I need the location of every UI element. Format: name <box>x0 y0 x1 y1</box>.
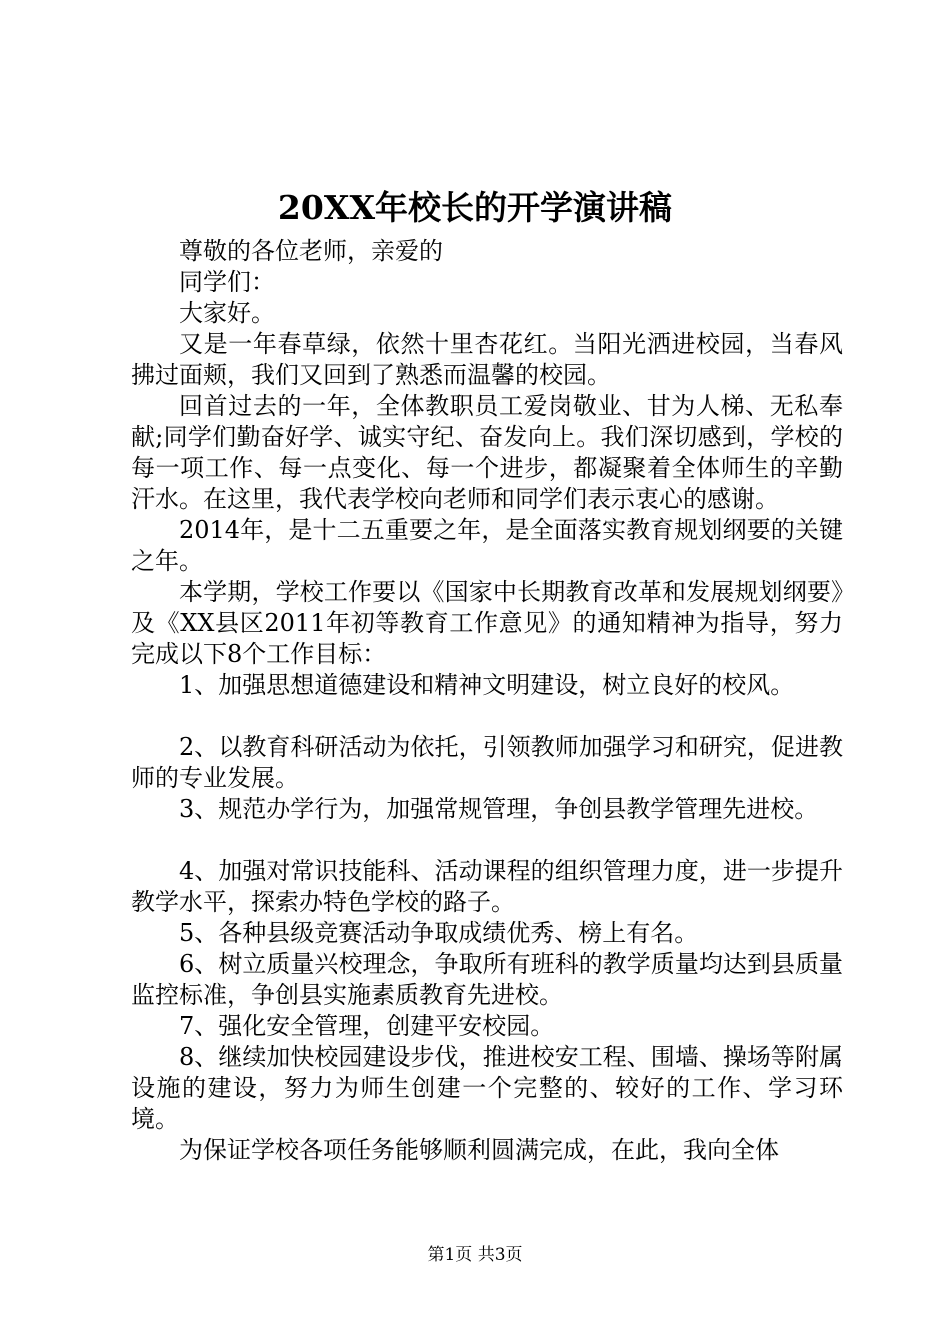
goal-item-2: 2、以教育科研活动为依托，引领教师加强学习和研究，促进教师的专业发展。 <box>131 733 843 792</box>
paragraph-greeting: 大家好。 <box>179 299 275 327</box>
goal-item-3: 3、规范办学行为，加强常规管理，争创县教学管理先进校。 <box>179 795 819 823</box>
paragraph: 又是一年春草绿，依然十里杏花红。当阳光洒进校园，当春风拂过面颊，我们又回到了熟悉而温馨的校园。 <box>131 330 843 389</box>
goal-item-4: 4、加强对常识技能科、活动课程的组织管理力度，进一步提升教学水平，探索办特色学校的路子。 <box>131 857 843 916</box>
paragraph: 2014年，是十二五重要之年，是全面落实教育规划纲要的关键之年。 <box>131 516 843 575</box>
page-footer: 第1页 共3页 <box>427 1245 523 1265</box>
goal-item-1: 1、加强思想道德建设和精神文明建设，树立良好的校风。 <box>179 671 795 699</box>
paragraph: 本学期，学校工作要以《国家中长期教育改革和发展规划纲要》及《XX县区2011年初等教育工作意见》的通知精神为指导，努力完成以下8个工作目标： <box>131 578 843 668</box>
paragraph: 为保证学校各项任务能够顺利圆满完成，在此，我向全体 <box>179 1136 779 1164</box>
goal-item-7: 7、强化安全管理，创建平安校园。 <box>179 1012 555 1040</box>
document-body <box>131 236 843 1166</box>
document-title: 20XX年校长的开学演讲稿 <box>277 188 673 227</box>
paragraph: 回首过去的一年，全体教职员工爱岗敬业、甘为人梯、无私奉献;同学们勤奋好学、诚实守纪、奋发向上。我们深切感到，学校的每一项工作、每一点变化、每一个进步，都凝聚着全体师生的辛勤汗水。在这里，我代表学校向老师和同学们表示衷心的感谢。 <box>131 392 843 513</box>
goal-item-8: 8、继续加快校园建设步伐，推进校安工程、围墙、操场等附属设施的建设，努力为师生创建一个完整的、较好的工作、学习环境。 <box>131 1043 843 1133</box>
paragraph-salutation-1: 尊敬的各位老师，亲爱的 <box>179 237 443 265</box>
goal-item-6: 6、树立质量兴校理念，争取所有班科的教学质量均达到县质量监控标准，争创县实施素质教育先进校。 <box>131 950 843 1009</box>
goal-item-5: 5、各种县级竞赛活动争取成绩优秀、榜上有名。 <box>179 919 699 947</box>
paragraph-salutation-2: 同学们： <box>179 268 275 296</box>
